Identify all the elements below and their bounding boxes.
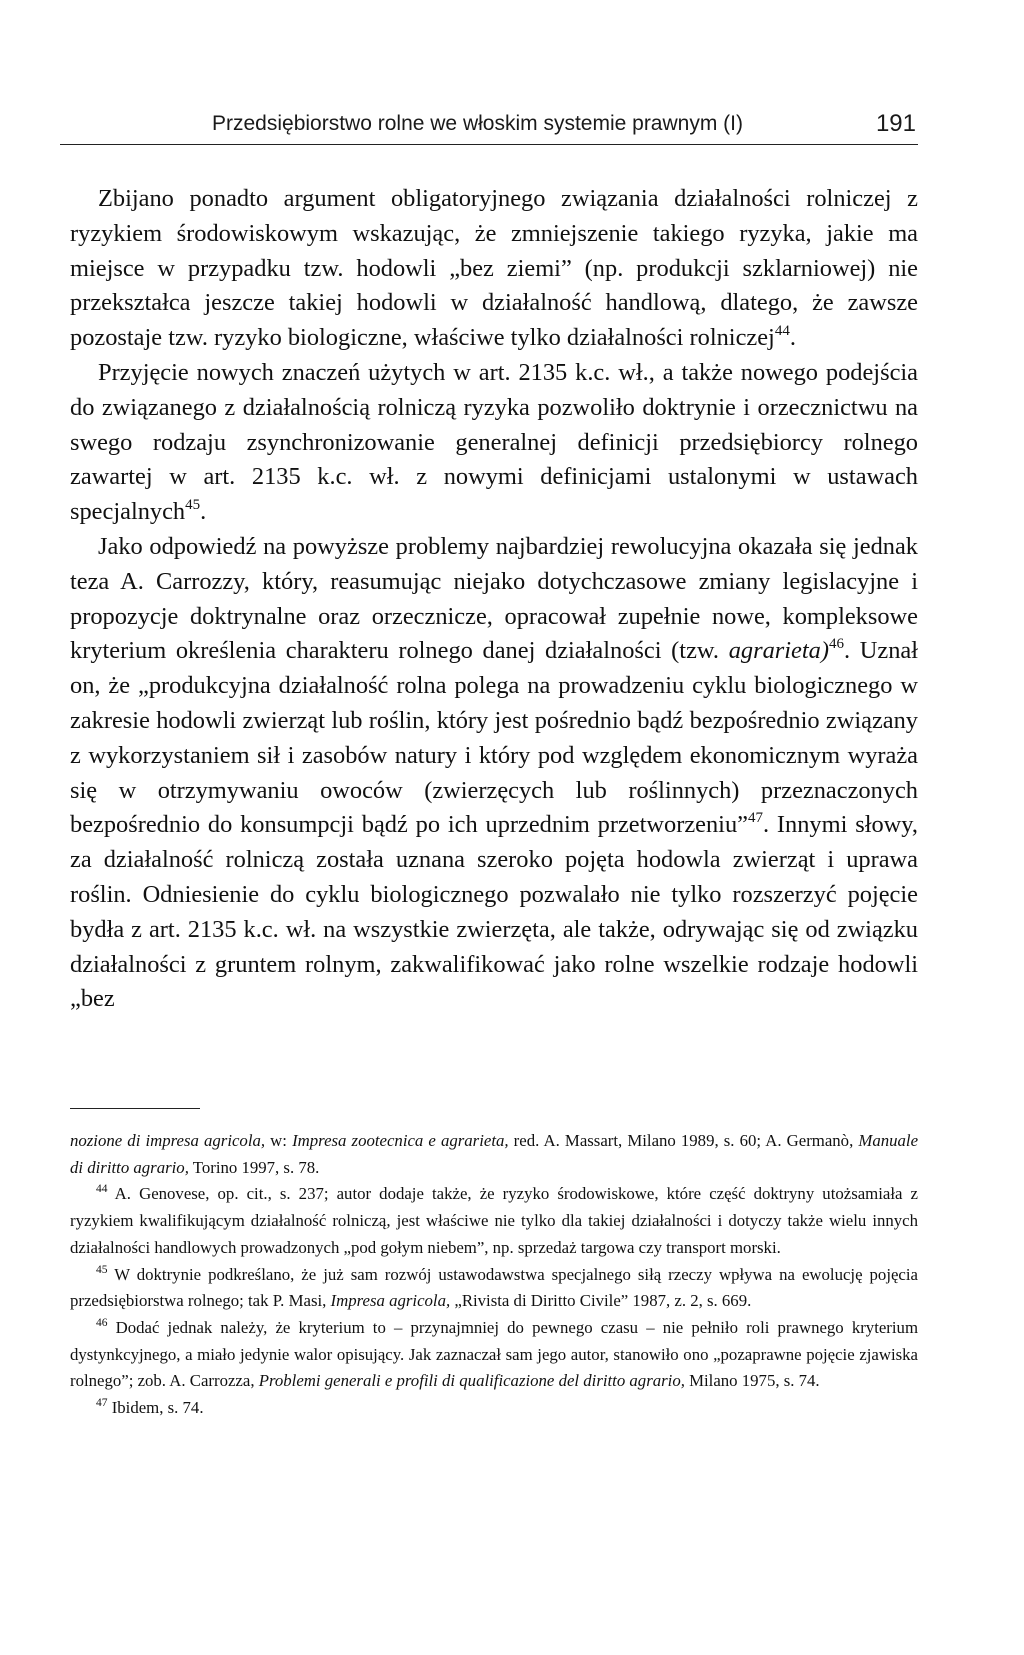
italic-term: agrarieta) bbox=[728, 637, 829, 665]
footnote-45: $^{45}$ W doktrynie podkreślano, że już sam rozwój ustawodawstwa specjalnego siłą rzeczy wpływa na ewolucję pojęcia przedsiębiorstwa rolnego; tak P. Masi, Impresa agricola, „Rivista di Diritto Civile” 1987, z. 2, s. 669. bbox=[70, 1263, 918, 1311]
footnote-number: 46 bbox=[96, 1316, 108, 1329]
main-text bbox=[70, 182, 918, 1017]
footnote-ref-46[interactable]: 46 bbox=[828, 636, 844, 653]
footnote-separator bbox=[70, 1108, 200, 1109]
running-header bbox=[60, 108, 918, 145]
paragraph-2: Przyjęcie nowych znaczeń użytych w art. 2135 k.c. wł., a także nowego podejścia do związanego z działalnością rolniczą ryzyka pozwoliło doktrynie i orzecznictwu na swego rodzaju zsynchronizowanie generalnej definicji przedsiębiorcy rolnego zawartej w art. 2135 k.c. wł. z nowymi definicjami ustalonymi w ustawach specjalnych$^{45}$. bbox=[70, 358, 918, 526]
footnote-number: 45 bbox=[96, 1263, 108, 1276]
paragraph-1: Zbijano ponadto argument obligatoryjnego związania działalności rolniczej z ryzykiem środowiskowym wskazując, że zmniejszenie takiego ryzyka, jakie ma miejsce w przypadku tzw. hodowli „bez ziemi” (np. produkcji szklarniowej) nie przekształca jeszcze takiej hodowli w działalność handlową, dlatego, że zawsze pozostaje tzw. ryzyko biologiczne, właściwe tylko działalności rolniczej$^{44}$. bbox=[70, 185, 918, 352]
paragraph-text: Przyjęcie nowych znaczeń użytych w art. 2135 k.c. wł., a także nowego podejścia do związanego z działalnością rolniczą ryzyka pozwoliło doktrynie i orzecznictwu na swego rodzaju zsynchronizowanie generalnej definicji przedsiębiorcy rolnego zawartej w art. 2135 k.c. wł. z nowymi definicjami ustalonymi w ustawach specjalnych bbox=[70, 358, 918, 526]
footnote-ref-44[interactable]: 44 bbox=[774, 323, 790, 340]
footnote-ref-47[interactable]: 47 bbox=[747, 810, 763, 827]
footnote-44: $^{44}$ A. Genovese, op. cit., s. 237; autor dodaje także, że ryzyko środowiskowe, które część doktryny utożsamiała z ryzykiem kwalifikującym działalność rolniczą, jest właściwe nie tylko dla takiej działalności i dotyczy także wielu innych działalności handlowych prowadzonych „pod gołym niebem”, np. sprzedaż targowa czy transport morski. bbox=[70, 1183, 918, 1257]
page-number: 191 bbox=[875, 110, 916, 137]
footnote-continuation: nozione di impresa agricola, w: Impresa zootecnica e agrarieta, red. A. Massart, Milano 1989, s. 60; A. Germanò, Manuale di diritto agrario, Torino 1997, s. 78. bbox=[70, 1131, 919, 1177]
footnote-47: $^{47}$ Ibidem, s. 74. bbox=[96, 1397, 204, 1418]
paragraph-text: Zbijano ponadto argument obligatoryjnego związania działalności rolniczej z ryzykiem środowiskowym wskazując, że zmniejszenie takiego ryzyka, jakie ma miejsce w przypadku tzw. hodowli „bez ziemi” (np. produkcji szklarniowej) nie przekształca jeszcze takiej hodowli w działalność handlową, dlatego, że zawsze pozostaje tzw. ryzyko biologiczne, właściwe tylko działalności rolniczej bbox=[70, 185, 918, 352]
footnote-ref-45[interactable]: 45 bbox=[185, 497, 201, 514]
footnote-46: $^{46}$ Dodać jednak należy, że kryterium to – przynajmniej do pewnego czasu – nie pełniło roli prawnego kryterium dystynkcyjnego, a miało jedynie walor opisujący. Jak zaznaczał sam jego autor, stanowiło ono „pozaprawne pojęcie zjawiska rolnego”; zob. A. Carrozza, Problemi generali e profili di qualificazione del diritto agrario, Milano 1975, s. 74. bbox=[70, 1316, 918, 1391]
footnotes bbox=[70, 1128, 918, 1422]
running-title: Przedsiębiorstwo rolne we włoskim systemie prawnym (I) bbox=[212, 112, 743, 135]
footnote-number: 44 bbox=[96, 1183, 108, 1196]
footnote-number: 47 bbox=[96, 1397, 108, 1410]
paragraph-text: Jako odpowiedź na powyższe problemy najbardziej rewolucyjna okazała się jednak teza A. Carrozzy, który, reasumując niejako dotychczasowe zmiany legislacyjne i propozycje doktrynalne oraz orzecznicze, opracował zupełnie nowe, kompleksowe kryterium określenia charakteru rolnego danej działalności (tzw. bbox=[70, 532, 918, 665]
paragraph-3: Jako odpowiedź na powyższe problemy najbardziej rewolucyjna okazała się jednak teza A. Carrozzy, który, reasumując niejako dotychczasowe zmiany legislacyjne i propozycje doktrynalne oraz orzecznicze, opracował zupełnie nowe, kompleksowe kryterium określenia charakteru rolnego danej działalności (tzw. agrarieta)$^{46}$. Uznał on, że „produkcyjna działalność rolna polega na prowadzeniu cyklu biologicznego w zakresie hodowli zwierząt lub roślin, który jest pośrednio bądź bezpośrednio związany z wykorzystaniem sił i zasobów natury i który pod względem ekonomicznym wyraża się w otrzymywaniu owoców (zwierzęcych lub roślinnych) przeznaczonych bezpośrednio do konsumpcji bądź po ich uprzednim przetworzeniu”$^{47}$. Innymi słowy, za działalność rolniczą została uznana szeroko pojęta hodowla zwierząt i uprawa roślin. Odniesienie do cyklu biologicznego pozwalało nie tylko rozszerzyć pojęcie bydła z art. 2135 k.c. wł. na wszystkie zwierzęta, ale także, odrywając się od związku działalności z gruntem rolnym, zakwalifikować jako rolne wszelkie rodzaje hodowli „bez bbox=[70, 532, 918, 1013]
